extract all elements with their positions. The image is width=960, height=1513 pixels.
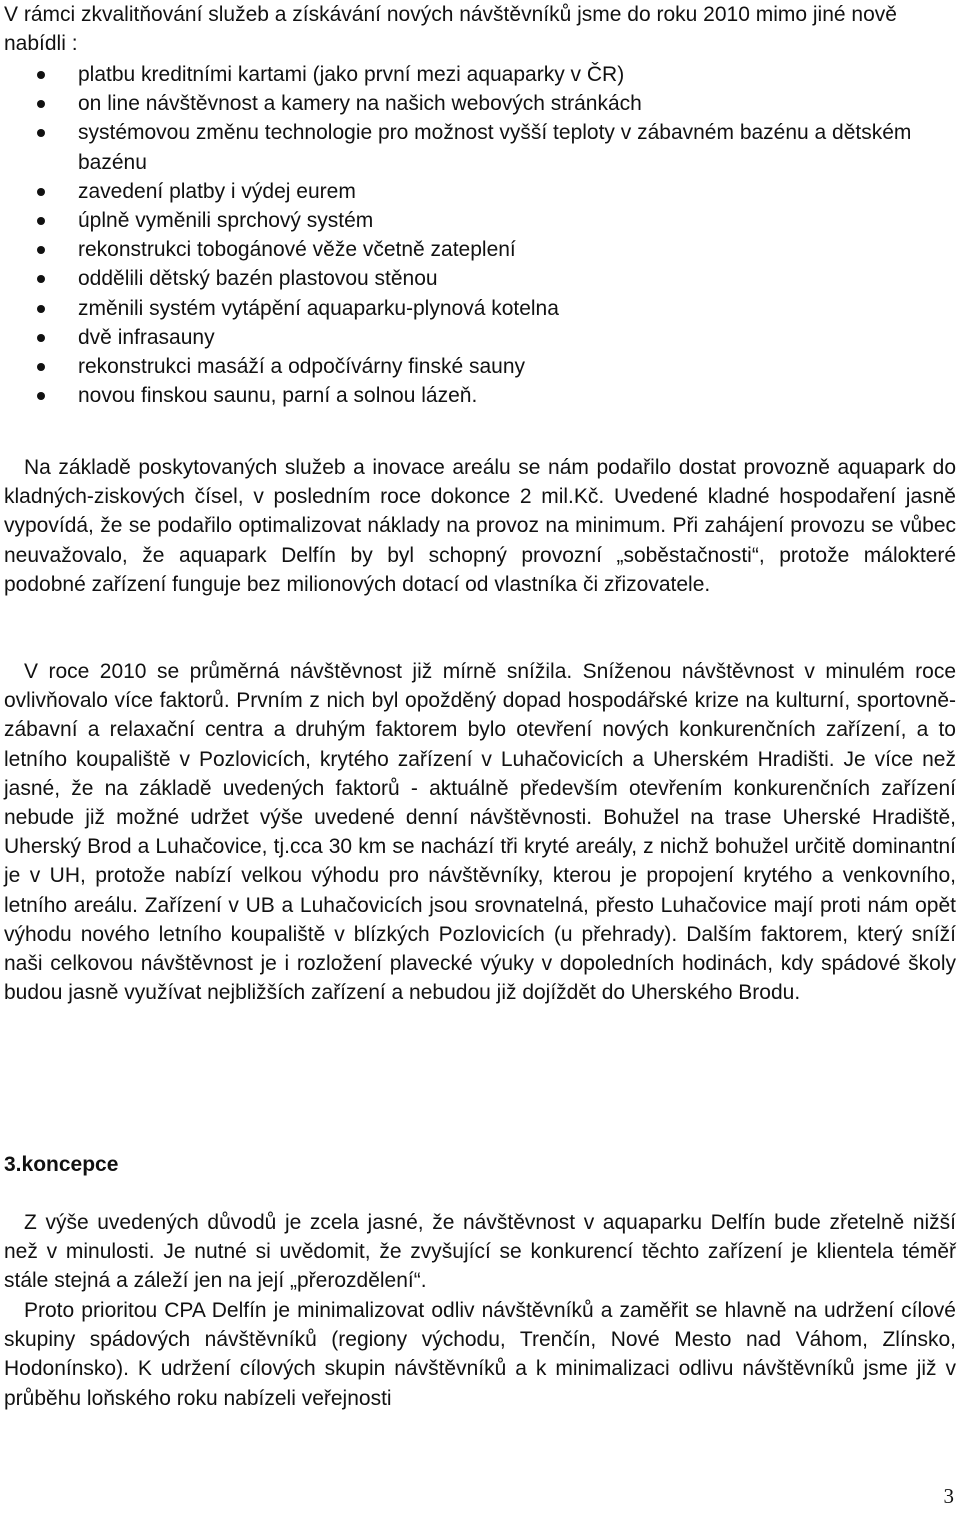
bullet-icon (37, 100, 45, 108)
improvements-list (4, 60, 956, 410)
list-item: zavedení platby i výdej eurem (4, 177, 956, 206)
list-item: rekonstrukci tobogánové věže včetně zateplení (4, 235, 956, 264)
list-item: dvě infrasauny (4, 323, 956, 352)
bullet-icon (37, 71, 45, 79)
bullet-icon (37, 188, 45, 196)
bullet-icon (37, 129, 45, 137)
paragraph-attendance: V roce 2010 se průměrná návštěvnost již mírně snížila. Sníženou návštěvnost v minulém roce ovlivňovalo více faktorů. Prvním z nich byl opožděný dopad hospodářské krize na kulturní, sportovně-zábavní a relaxační centra a druhým faktorem bylo otevření nových konkurenčních zařízení, a to letního koupaliště v Pozlovicích, krytého zařízení v Luhačovicích a Uherském Hradišti. Je více než jasné, že na základě uvedených faktorů - aktuálně především otevřením konkurenčních zařízení nebude již možné udržet výše uvedené denní návštěvnosti. Bohužel na trase Uherské Hradiště, Uherský Brod a Luhačovice, tj.cca 30 km se nachází tři kryté areály, z nichž bohužel určitě dominantní je v UH, protože nabízí velkou výhodu pro návštěvníky, kterou je propojení krytého a venkovního, letního areálu. Zařízení v UB a Luhačovicích jsou srovnatelná, přesto Luhačovice mají proti nám opět výhodu nového letního koupaliště v blízkých Pozlovicích (u přehrady). Dalším faktorem, který sníží naši celkovou návštěvnost je i rozložení plavecké výuky v dopoledních hodinách, kdy spádové školy budou jasně využívat nejbližších zařízení a nebudou již dojíždět do Uherského Brodu. (4, 660, 956, 1005)
bullet-icon (37, 275, 45, 283)
paragraph-concept: Z výše uvedených důvodů je zcela jasné, že návštěvnost v aquaparku Delfín bude zřetelně nižší než v minulosti. Je nutné si uvědomit, že zvyšující se konkurencí těchto zařízení je klientela téměř stále stejná a záleží jen na její „přerozdělení“. (4, 1211, 956, 1293)
list-item: systémovou změnu technologie pro možnost vyšší teploty v zábavném bazénu a dětském bazénu (4, 118, 956, 176)
bullet-icon (37, 246, 45, 254)
list-item: platbu kreditními kartami (jako první mezi aquaparky v ČR) (4, 60, 956, 89)
section-heading: 3.koncepce (4, 1153, 119, 1176)
list-item: úplně vyměnili sprchový systém (4, 206, 956, 235)
bullet-icon (37, 334, 45, 342)
bullet-icon (37, 217, 45, 225)
list-item: novou finskou saunu, parní a solnou lázeň. (4, 381, 956, 410)
list-item: změnili systém vytápění aquaparku-plynová kotelna (4, 294, 956, 323)
bullet-icon (37, 305, 45, 313)
list-item: rekonstrukci masáží a odpočívárny finské sauny (4, 352, 956, 381)
list-item: on line návštěvnost a kamery na našich webových stránkách (4, 89, 956, 118)
intro-paragraph: V rámci zkvalitňování služeb a získávání nových návštěvníků jsme do roku 2010 mimo jiné nově nabídli : (4, 3, 897, 56)
paragraph-results: Na základě poskytovaných služeb a inovace areálu se nám podařilo dostat provozně aquapark do kladných-ziskových čísel, v posledním roce dokonce 2 mil.Kč. Uvedené kladné hospodaření jasně vypovídá, že se podařilo optimalizovat náklady na provoz na minimum. Při zahájení provozu se vůbec neuvažovalo, že aquapark Delfín by byl schopný provozní „soběstačnosti“, protože málokteré podobné zařízení funguje bez milionových dotací od vlastníka či zřizovatele. (4, 456, 956, 596)
paragraph-priority: Proto prioritou CPA Delfín je minimalizovat odliv návštěvníků a zaměřit se hlavně na udržení cílové skupiny spádových návštěvníků (regiony východu, Trenčín, Nové Mesto nad Váhom, Zlínsko, Hodonínsko). K udržení cílových skupin návštěvníků a k minimalizaci odlivu návštěvníků jsme již v průběhu loňského roku nabízeli veřejnosti (4, 1299, 956, 1410)
bullet-icon (37, 363, 45, 371)
list-item: oddělili dětský bazén plastovou stěnou (4, 264, 956, 293)
bullet-icon (37, 392, 45, 400)
page-number: 3 (943, 1484, 954, 1508)
